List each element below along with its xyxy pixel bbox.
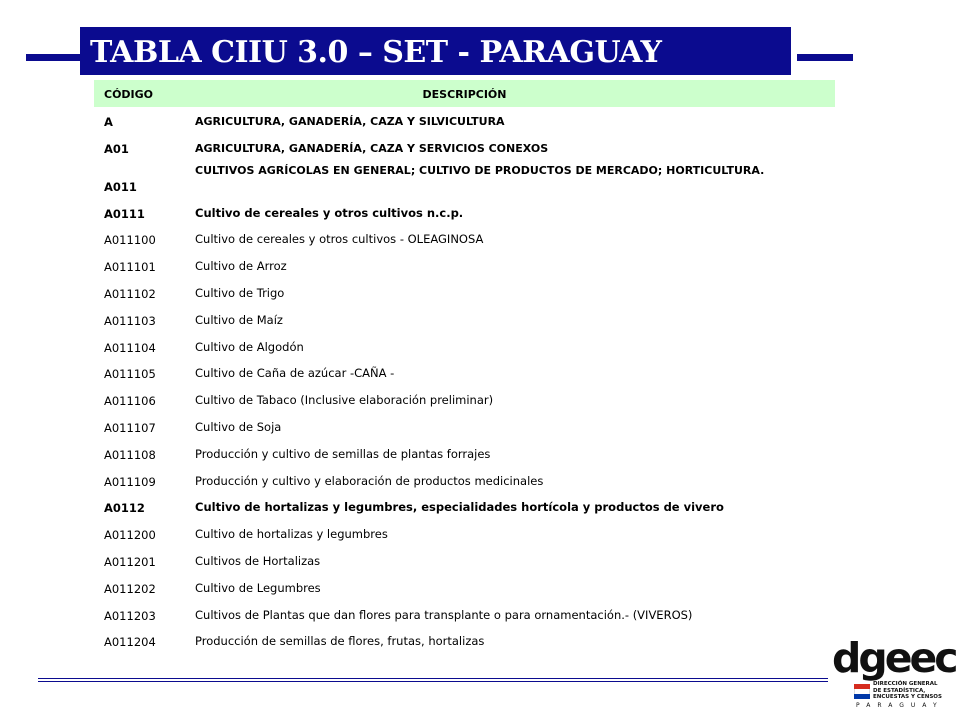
row-code: A011202 bbox=[104, 581, 156, 596]
table-row bbox=[94, 161, 835, 199]
table-row bbox=[94, 520, 835, 547]
row-description: Cultivo de Trigo bbox=[195, 285, 285, 300]
row-description: Cultivo de Tabaco (Inclusive elaboración preliminar) bbox=[195, 393, 494, 408]
table-row bbox=[94, 440, 835, 467]
row-code: A011108 bbox=[104, 447, 156, 462]
row-code: A011106 bbox=[104, 394, 156, 409]
row-description: Cultivo de hortalizas y legumbres bbox=[195, 527, 388, 542]
table-row bbox=[94, 627, 835, 654]
row-code: A011204 bbox=[104, 635, 156, 650]
row-code: A011102 bbox=[104, 286, 156, 301]
row-description: Producción y cultivo de semillas de plantas forrajes bbox=[195, 446, 491, 461]
header-code: CÓDIGO bbox=[104, 88, 154, 101]
logo-wordmark: dgeec bbox=[832, 634, 956, 682]
row-description: Cultivo de Algodón bbox=[195, 339, 304, 354]
row-code: A011101 bbox=[104, 260, 156, 275]
table-row bbox=[94, 359, 835, 386]
table-row bbox=[94, 134, 835, 161]
row-description: Cultivo de hortalizas y legumbres, especialidades hortícola y productos de vivero bbox=[195, 500, 724, 515]
table-row bbox=[94, 467, 835, 494]
logo-country: PARAGUAY bbox=[856, 702, 944, 709]
row-description: Cultivo de cereales y otros cultivos n.c.p. bbox=[195, 205, 464, 220]
table-row bbox=[94, 493, 835, 520]
table-body bbox=[94, 107, 835, 654]
table-row bbox=[94, 107, 835, 134]
row-code: A011107 bbox=[104, 420, 156, 435]
row-code: A011104 bbox=[104, 340, 156, 355]
row-code: A011109 bbox=[104, 474, 156, 489]
table-row bbox=[94, 225, 835, 252]
row-code: A01 bbox=[104, 141, 129, 156]
row-description: Cultivo de Soja bbox=[195, 419, 282, 434]
row-description: Cultivo de Arroz bbox=[195, 259, 287, 274]
table-row bbox=[94, 386, 835, 413]
row-code: A011105 bbox=[104, 367, 156, 382]
logo-subtitle-line: ENCUESTAS Y CENSOS bbox=[873, 694, 942, 700]
dgeec-logo bbox=[832, 634, 956, 712]
paraguay-flag-icon bbox=[854, 684, 870, 699]
row-code: A0111 bbox=[104, 206, 145, 221]
row-description: AGRICULTURA, GANADERÍA, CAZA Y SILVICULTURA bbox=[195, 115, 505, 128]
table-row bbox=[94, 333, 835, 360]
row-code: A bbox=[104, 115, 113, 129]
row-code: A011100 bbox=[104, 233, 156, 248]
row-description: Producción y cultivo y elaboración de productos medicinales bbox=[195, 473, 544, 488]
table-row bbox=[94, 574, 835, 601]
table-row bbox=[94, 306, 835, 333]
row-description: Cultivos de Hortalizas bbox=[195, 553, 321, 568]
row-code: A011200 bbox=[104, 528, 156, 543]
table-header bbox=[94, 80, 835, 107]
logo-subtitle-line: DIRECCIÓN GENERAL bbox=[873, 681, 938, 687]
row-description: Cultivo de Legumbres bbox=[195, 580, 321, 595]
row-description: Cultivo de Caña de azúcar -CAÑA - bbox=[195, 366, 395, 381]
row-description: Cultivos de Plantas que dan flores para transplante o para ornamentación.- (VIVEROS) bbox=[195, 607, 693, 622]
logo-subtitle bbox=[873, 681, 942, 701]
row-code: A011103 bbox=[104, 313, 156, 328]
logo-subtitle-line: DE ESTADÍSTICA, bbox=[873, 687, 926, 694]
table-row bbox=[94, 601, 835, 628]
row-description: AGRICULTURA, GANADERÍA, CAZA Y SERVICIOS CONEXOS bbox=[195, 141, 549, 155]
row-description: Cultivo de Maíz bbox=[195, 312, 283, 327]
row-code: A0112 bbox=[104, 501, 145, 516]
row-description: Cultivo de cereales y otros cultivos - OLEAGINOSA bbox=[195, 232, 484, 247]
row-code: A011201 bbox=[104, 554, 156, 569]
row-description: CULTIVOS AGRÍCOLAS EN GENERAL; CULTIVO DE PRODUCTOS DE MERCADO; HORTICULTURA. bbox=[195, 163, 765, 177]
title-accent-left bbox=[26, 54, 82, 61]
page-title: TABLA CIIU 3.0 – SET - PARAGUAY bbox=[80, 27, 791, 75]
header-description: DESCRIPCIÓN bbox=[422, 88, 507, 101]
row-code: A011203 bbox=[104, 608, 156, 623]
footer-divider bbox=[38, 678, 828, 684]
table-row bbox=[94, 413, 835, 440]
table-row bbox=[94, 252, 835, 279]
table-row bbox=[94, 199, 835, 226]
table-row bbox=[94, 547, 835, 574]
table-row bbox=[94, 279, 835, 306]
row-code: A011 bbox=[104, 179, 137, 194]
row-description: Producción de semillas de flores, frutas, hortalizas bbox=[195, 634, 485, 649]
title-accent-right bbox=[797, 54, 853, 61]
